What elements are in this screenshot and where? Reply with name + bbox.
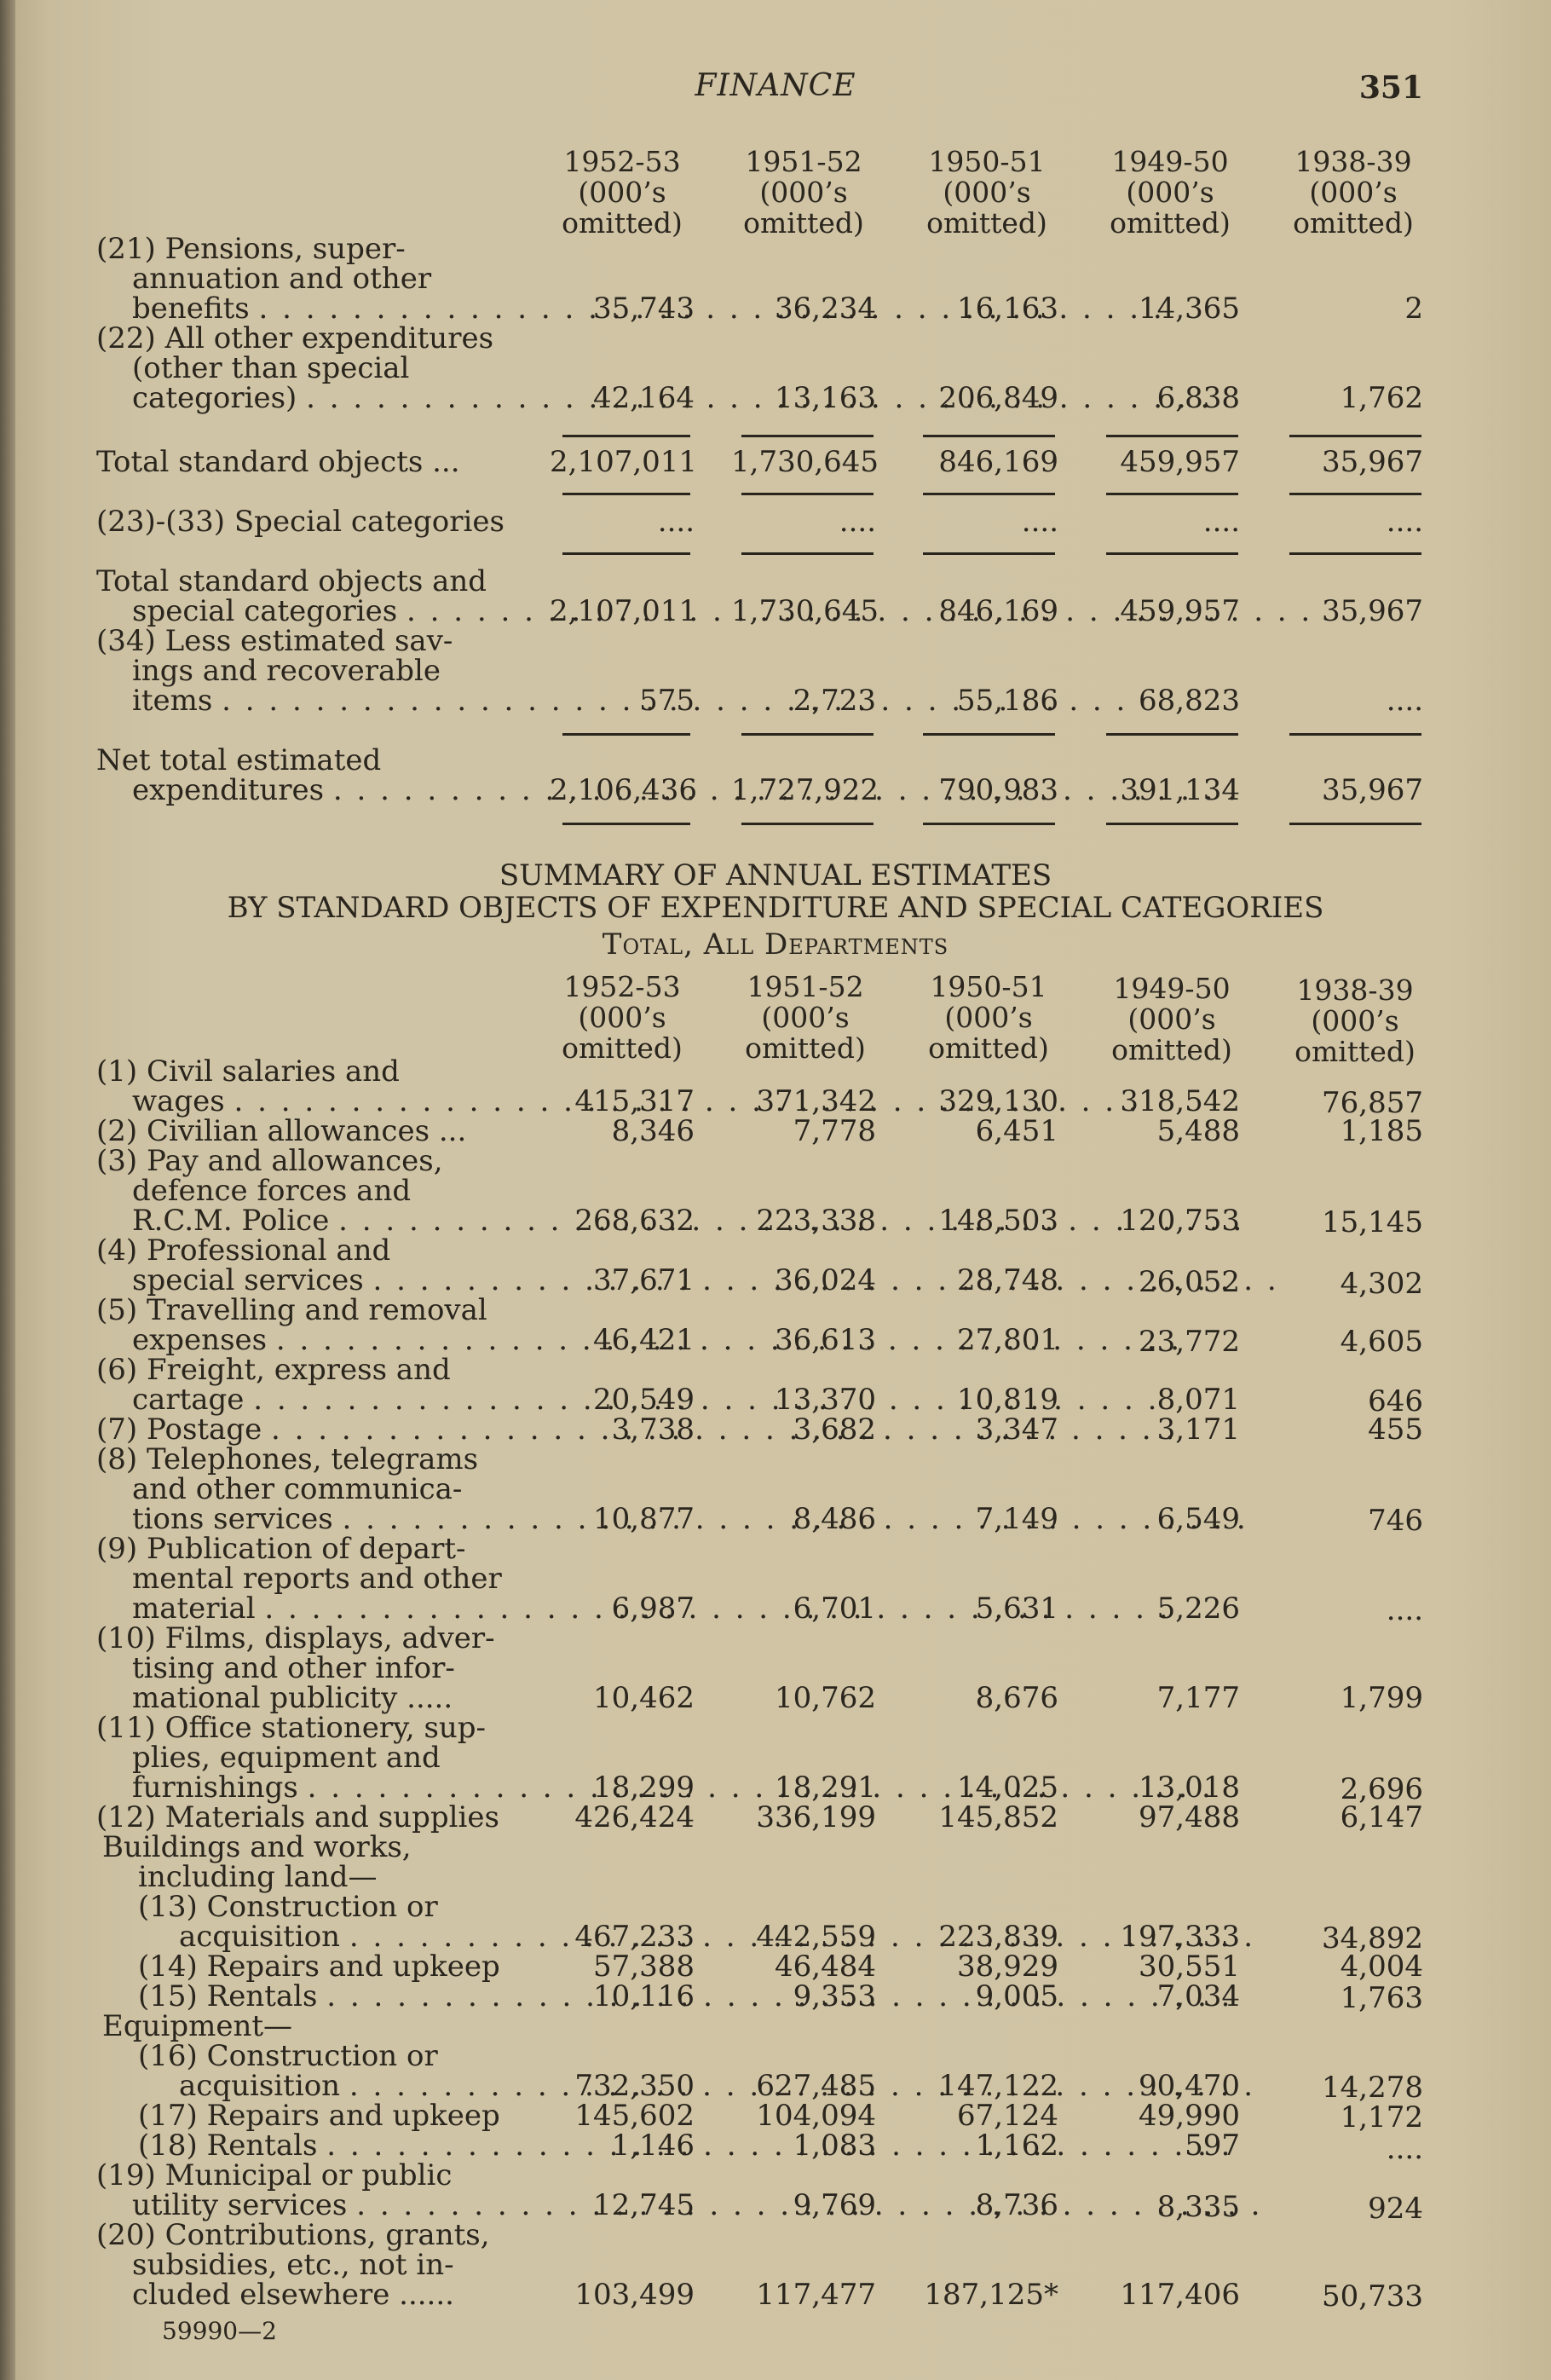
- cell-value: 38,929: [957, 1950, 1058, 1984]
- row-label: (21) Pensions, super- annuation and other benefits . . .: [96, 234, 514, 324]
- cell-value: 90,470: [1139, 2069, 1240, 2103]
- cell-value: 50,733: [1322, 2279, 1423, 2314]
- cell-value: 35,743: [593, 292, 695, 326]
- cell-value: 3,682: [793, 1412, 876, 1447]
- cell-value: 4,605: [1340, 1325, 1423, 1359]
- cell-value: 13,018: [1139, 1771, 1240, 1805]
- cell-value: 2,107,011: [550, 594, 698, 628]
- rule: [923, 823, 1055, 825]
- cell-value: 924: [1368, 2192, 1423, 2226]
- cell-value: 790,983: [938, 773, 1058, 807]
- cell-value: 442,559: [756, 1920, 876, 1954]
- cell-value: 10,462: [593, 1681, 695, 1715]
- cell-value: 3,347: [975, 1412, 1058, 1447]
- cell-value: 455: [1368, 1412, 1423, 1447]
- column-header: 1950-51 (000’s omitted): [926, 145, 1047, 240]
- cell-value: 46,421: [593, 1323, 695, 1357]
- cell-value: 68,823: [1139, 684, 1240, 718]
- cell-value: 268,632: [574, 1204, 695, 1238]
- cell-value: ....: [657, 505, 695, 539]
- cell-value: 1,162: [975, 2129, 1058, 2163]
- cell-value: 27,801: [957, 1323, 1058, 1357]
- row-label: (22) All other expenditures (other than special categories) . . .: [96, 324, 514, 413]
- cell-value: 10,762: [775, 1681, 876, 1715]
- cell-value: 329,130: [938, 1084, 1058, 1118]
- cell-value: 148,503: [938, 1204, 1058, 1238]
- row-label: (9) Publication of depart- mental reports and other material . . .: [96, 1534, 514, 1624]
- cell-value: 6,987: [611, 1591, 695, 1626]
- row-label: (8) Telephones, telegrams and other communica- tions services . . .: [96, 1445, 514, 1534]
- column-header: 1949-50 (000’s omitted): [1111, 972, 1232, 1066]
- cell-value: 223,839: [938, 1920, 1058, 1954]
- cell-value: 10,116: [593, 1979, 695, 2013]
- rule: [1106, 552, 1238, 555]
- row-label: Net total estimated expenditures . . .: [96, 746, 514, 806]
- cell-value: 117,477: [756, 2278, 876, 2312]
- rule: [1289, 493, 1421, 495]
- column-header: 1949-50 (000’s omitted): [1110, 145, 1231, 240]
- cell-value: 6,451: [975, 1114, 1058, 1148]
- row-label: (14) Repairs and upkeep: [138, 1950, 500, 1984]
- cell-value: 8,676: [975, 1681, 1058, 1715]
- cell-value: 206,849: [938, 381, 1058, 415]
- cell-value: 35,967: [1322, 594, 1423, 628]
- cell-value: ....: [839, 505, 876, 539]
- cell-value: 49,990: [1139, 2099, 1240, 2133]
- column-header: 1952-53 (000’s omitted): [562, 145, 683, 240]
- cell-value: 42,164: [593, 381, 695, 415]
- cell-value: 336,199: [756, 1800, 876, 1834]
- cell-value: 145,852: [938, 1800, 1058, 1834]
- cell-value: 117,406: [1120, 2278, 1240, 2312]
- row-label: (2) Civilian allowances ...: [96, 1114, 467, 1148]
- cell-value: 9,769: [793, 2188, 876, 2222]
- summary-department-label: Total, All Departments: [602, 927, 949, 962]
- cell-value: 18,291: [775, 1771, 876, 1805]
- cell-value: 467,233: [574, 1920, 695, 1954]
- signature-code: 59990—2: [162, 2317, 277, 2345]
- cell-value: 1,762: [1340, 381, 1423, 415]
- cell-value: 7,778: [793, 1114, 876, 1148]
- cell-value: 5,226: [1156, 1591, 1240, 1626]
- cell-value: 37,671: [593, 1263, 695, 1297]
- cell-value: 2,106,436: [550, 773, 698, 807]
- row-label: (18) Rentals . . .: [138, 2131, 520, 2161]
- rule: [562, 493, 690, 495]
- cell-value: 7,177: [1156, 1681, 1240, 1715]
- cell-value: 12,745: [593, 2188, 695, 2222]
- cell-value: 14,365: [1139, 292, 1240, 326]
- cell-value: 6,147: [1340, 1800, 1423, 1834]
- cell-value: 145,602: [574, 2099, 695, 2133]
- row-label: (4) Professional and special services . . .: [96, 1236, 514, 1296]
- column-header: 1951-52 (000’s omitted): [745, 970, 866, 1065]
- cell-value: 426,424: [574, 1800, 695, 1834]
- row-label: (19) Municipal or public utility services . . .: [96, 2161, 514, 2221]
- cell-value: 575: [639, 684, 695, 718]
- cell-value: 97,488: [1139, 1800, 1240, 1834]
- row-label: (11) Office stationery, sup- plies, equipment and furnishings . . .: [96, 1713, 514, 1803]
- cell-value: 55,186: [957, 684, 1058, 718]
- cell-value: 746: [1368, 1504, 1423, 1538]
- row-label: (15) Rentals . . .: [138, 1982, 520, 2012]
- cell-value: 2,696: [1340, 1772, 1423, 1806]
- cell-value: 391,134: [1120, 773, 1240, 807]
- cell-value: 2,107,011: [550, 445, 698, 479]
- cell-value: 5,488: [1156, 1114, 1240, 1148]
- cell-value: 197,333: [1120, 1920, 1240, 1954]
- rule: [562, 823, 690, 825]
- cell-value: 7,034: [1156, 1979, 1240, 2013]
- cell-value: 34,892: [1322, 1921, 1423, 1955]
- cell-value: 18,299: [593, 1771, 695, 1805]
- cell-value: 2: [1404, 292, 1423, 326]
- rule: [1106, 435, 1238, 437]
- cell-value: 223,338: [756, 1204, 876, 1238]
- cell-value: 6,549: [1156, 1502, 1240, 1536]
- cell-value: 76,857: [1322, 1086, 1423, 1120]
- cell-value: ....: [1386, 1593, 1423, 1627]
- cell-value: 104,094: [756, 2099, 876, 2133]
- column-header: 1952-53 (000’s omitted): [562, 970, 683, 1065]
- rule: [1289, 823, 1421, 825]
- cell-value: 9,005: [975, 1979, 1058, 2013]
- cell-value: 459,957: [1120, 594, 1240, 628]
- rule: [1106, 493, 1238, 495]
- cell-value: 57,388: [593, 1950, 695, 1984]
- cell-value: 1,799: [1340, 1681, 1423, 1715]
- rule: [923, 435, 1055, 437]
- cell-value: 28,748: [957, 1263, 1058, 1297]
- rule: [741, 435, 874, 437]
- cell-value: 1,763: [1340, 1981, 1423, 2015]
- cell-value: 459,957: [1120, 445, 1240, 479]
- cell-value: 627,485: [756, 2069, 876, 2103]
- cell-value: ....: [1386, 684, 1423, 718]
- column-header: 1951-52 (000’s omitted): [743, 145, 864, 240]
- cell-value: 3,171: [1156, 1412, 1240, 1447]
- rule: [562, 552, 690, 555]
- cell-value: 26,052: [1139, 1265, 1240, 1299]
- cell-value: 1,083: [793, 2129, 876, 2163]
- cell-value: 13,370: [775, 1383, 876, 1417]
- cell-value: 15,145: [1322, 1205, 1423, 1239]
- book-spine: [0, 0, 15, 2380]
- cell-value: 13,163: [775, 381, 876, 415]
- rule: [741, 493, 874, 495]
- rule: [1289, 552, 1421, 555]
- row-label: Total standard objects and special categories . . .: [96, 567, 514, 627]
- column-header: 1938-39 (000’s omitted): [1293, 145, 1414, 240]
- rule: [741, 823, 874, 825]
- cell-value: 1,172: [1340, 2100, 1423, 2134]
- row-label: (5) Travelling and removal expenses . . .: [96, 1296, 514, 1355]
- cell-value: 8,736: [975, 2188, 1058, 2222]
- row-label: (10) Films, displays, adver- tising and other infor- mational publicity .....: [96, 1621, 495, 1715]
- rule: [1106, 823, 1238, 825]
- rule: [562, 733, 690, 736]
- column-header: 1938-39 (000’s omitted): [1294, 973, 1416, 1068]
- cell-value: 10,819: [957, 1383, 1058, 1417]
- row-label: Total standard objects ...: [96, 445, 460, 479]
- row-label: (23)-(33) Special categories: [96, 505, 505, 539]
- cell-value: 1,146: [611, 2129, 695, 2163]
- cell-value: 415,317: [574, 1084, 695, 1118]
- cell-value: 6,701: [793, 1591, 876, 1626]
- row-label: (1) Civil salaries and wages . . .: [96, 1057, 514, 1117]
- cell-value: 20,549: [593, 1383, 695, 1417]
- cell-value: 67,124: [957, 2099, 1058, 2133]
- cell-value: 318,542: [1120, 1084, 1240, 1118]
- cell-value: 36,024: [775, 1263, 876, 1297]
- row-label: (6) Freight, express and cartage . . .: [96, 1355, 514, 1415]
- cell-value: 35,967: [1322, 445, 1423, 479]
- cell-value: 2,723: [793, 684, 876, 718]
- rule: [1289, 733, 1421, 736]
- cell-value: ....: [1202, 505, 1240, 539]
- running-header-title: FINANCE: [695, 68, 856, 103]
- rule: [562, 435, 690, 437]
- cell-value: 846,169: [938, 594, 1058, 628]
- cell-value: 187,125*: [924, 2278, 1058, 2312]
- cell-value: 846,169: [938, 445, 1058, 479]
- cell-value: 8,335: [1156, 2190, 1240, 2224]
- cell-value: 5,631: [975, 1591, 1058, 1626]
- cell-value: 10,877: [593, 1502, 695, 1536]
- rule: [923, 552, 1055, 555]
- cell-value: 1,730,645: [731, 594, 879, 628]
- rule: [741, 552, 874, 555]
- cell-value: 103,499: [574, 2278, 695, 2312]
- cell-value: 4,004: [1340, 1950, 1423, 1984]
- cell-value: 14,025: [957, 1771, 1058, 1805]
- row-label: (12) Materials and supplies: [96, 1800, 499, 1834]
- cell-value: 6,838: [1156, 381, 1240, 415]
- cell-value: 1,730,645: [731, 445, 879, 479]
- row-label: (7) Postage . . .: [96, 1415, 514, 1445]
- cell-value: 732,350: [574, 2069, 695, 2103]
- row-label: (20) Contributions, grants, subsidies, etc., not in- cluded elsewhere ......: [96, 2218, 490, 2312]
- cell-value: ....: [1386, 2132, 1423, 2166]
- cell-value: 646: [1368, 1384, 1423, 1418]
- cell-value: ....: [1021, 505, 1058, 539]
- column-header: 1950-51 (000’s omitted): [928, 970, 1049, 1065]
- row-label: Buildings and works, including land— (13) Construction or acquisition . . .: [102, 1833, 520, 1952]
- cell-value: 36,613: [775, 1323, 876, 1357]
- cell-value: 8,071: [1156, 1383, 1240, 1417]
- rule: [741, 733, 874, 736]
- cell-value: 16,163: [957, 292, 1058, 326]
- rule: [1106, 733, 1238, 736]
- rule: [923, 733, 1055, 736]
- cell-value: 8,346: [611, 1114, 695, 1148]
- cell-value: 371,342: [756, 1084, 876, 1118]
- cell-value: 14,278: [1322, 2071, 1423, 2105]
- cell-value: 35,967: [1322, 773, 1423, 807]
- cell-value: 120,753: [1120, 1204, 1240, 1238]
- rule: [923, 493, 1055, 495]
- cell-value: 3,738: [611, 1412, 695, 1447]
- cell-value: 147,122: [938, 2069, 1058, 2103]
- cell-value: 1,185: [1340, 1114, 1423, 1148]
- row-label: (3) Pay and allowances, defence forces and R.C.M. Police . . .: [96, 1147, 514, 1236]
- cell-value: 23,772: [1139, 1325, 1240, 1359]
- row-label: Equipment— (16) Construction or acquisition . . .: [102, 2012, 520, 2101]
- cell-value: 4,302: [1340, 1267, 1423, 1301]
- cell-value: 597: [1185, 2129, 1240, 2163]
- page-number: 351: [1358, 70, 1423, 106]
- summary-subheading: BY STANDARD OBJECTS OF EXPENDITURE AND SPECIAL CATEGORIES: [227, 891, 1324, 925]
- summary-title: SUMMARY OF ANNUAL ESTIMATES: [499, 858, 1052, 892]
- cell-value: ....: [1386, 505, 1423, 539]
- row-label: (17) Repairs and upkeep: [138, 2099, 500, 2133]
- cell-value: 30,551: [1139, 1950, 1240, 1984]
- row-label: (34) Less estimated sav- ings and recoverable items . . .: [96, 627, 514, 716]
- cell-value: 8,486: [793, 1502, 876, 1536]
- cell-value: 9,353: [793, 1979, 876, 2013]
- cell-value: 7,149: [975, 1502, 1058, 1536]
- cell-value: 36,234: [775, 292, 876, 326]
- cell-value: 1,727,922: [731, 773, 879, 807]
- rule: [1289, 435, 1421, 437]
- cell-value: 46,484: [775, 1950, 876, 1984]
